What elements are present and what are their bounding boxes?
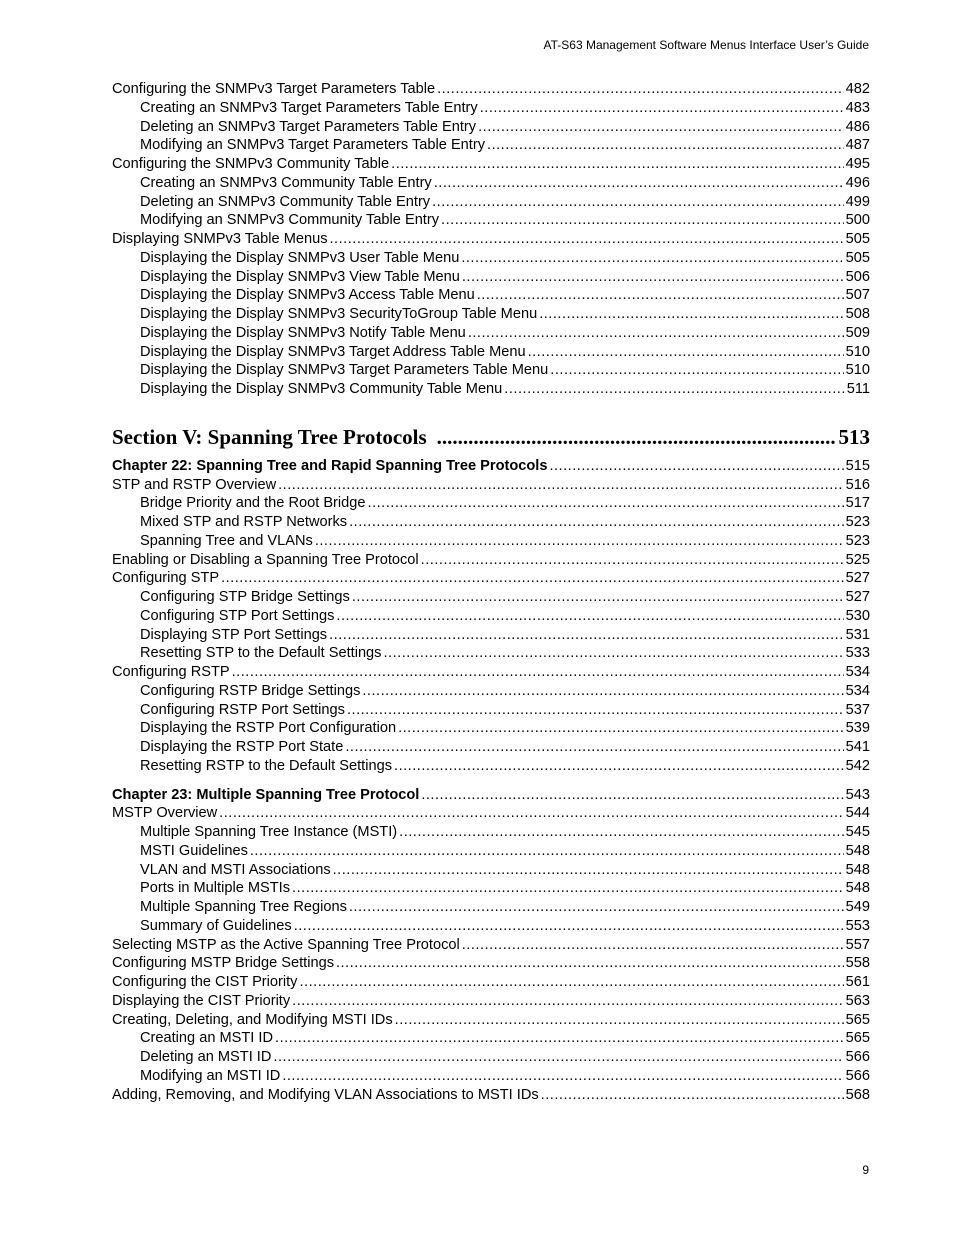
table-of-contents [112, 80, 870, 1104]
toc-entry-page: 566 [845, 1067, 870, 1084]
toc-dot-leader [345, 738, 843, 757]
toc-entry[interactable] [112, 1011, 870, 1030]
toc-dot-leader [275, 1029, 844, 1048]
toc-entry-title: Ports in Multiple MSTIs [140, 880, 291, 897]
toc-dot-leader [550, 361, 843, 380]
toc-entry[interactable] [112, 324, 870, 343]
toc-entry-title: Summary of Guidelines [140, 917, 292, 934]
toc-entry[interactable] [112, 607, 870, 626]
toc-dot-leader [278, 476, 844, 495]
toc-section-title: Section V: Spanning Tree Protocols [112, 424, 427, 449]
toc-entry[interactable] [112, 569, 870, 588]
toc-entry[interactable] [112, 719, 870, 738]
running-header: AT-S63 Management Software Menus Interface User’s Guide [543, 38, 869, 52]
toc-dot-leader [549, 457, 843, 476]
toc-entry[interactable] [112, 823, 870, 842]
toc-entry[interactable] [112, 249, 870, 268]
toc-entry[interactable] [112, 268, 870, 287]
toc-dot-leader [336, 954, 844, 973]
toc-entry-page: 482 [845, 81, 870, 97]
toc-entry-page: 553 [845, 917, 870, 934]
toc-entry-title: Configuring the SNMPv3 Target Parameters Table [112, 81, 436, 97]
toc-dot-leader [528, 343, 844, 362]
toc-entry[interactable] [112, 136, 870, 155]
toc-entry[interactable] [112, 917, 870, 936]
toc-entry-page: 557 [845, 936, 870, 953]
toc-entry-page: 516 [845, 476, 870, 493]
toc-entry[interactable] [112, 193, 870, 212]
toc-entry[interactable] [112, 879, 870, 898]
toc-entry[interactable] [112, 532, 870, 551]
toc-entry-title: Displaying STP Port Settings [140, 626, 328, 643]
toc-dot-leader [294, 917, 844, 936]
toc-dot-leader [315, 532, 844, 551]
toc-entry-title: Enabling or Disabling a Spanning Tree Protocol [112, 551, 419, 568]
toc-dot-leader [437, 419, 835, 455]
toc-entry-page: 530 [845, 607, 870, 624]
toc-entry-page: 563 [845, 992, 870, 1009]
toc-entry-title: Configuring STP Port Settings [140, 607, 335, 624]
toc-entry-title: Displaying the Display SNMPv3 View Table Menu [140, 268, 460, 285]
toc-entry-page: 534 [845, 664, 870, 680]
toc-dot-leader [368, 494, 844, 513]
toc-entry-title: Deleting an SNMPv3 Target Parameters Table Entry [140, 118, 477, 135]
toc-dot-leader [292, 879, 844, 898]
toc-entry-title: Resetting RSTP to the Default Settings [140, 757, 393, 774]
toc-entry-page: 527 [845, 570, 870, 587]
toc-dot-leader [421, 786, 843, 805]
page-number: 9 [862, 1163, 869, 1177]
toc-dot-leader [541, 1086, 844, 1105]
toc-entry-title: Spanning Tree and VLANs [140, 532, 313, 549]
toc-entry[interactable] [112, 701, 870, 720]
toc-entry[interactable] [112, 551, 870, 570]
toc-dot-leader [394, 757, 844, 776]
toc-entry-title: Creating an MSTI ID [140, 1030, 274, 1047]
toc-entry-page: 539 [845, 720, 870, 737]
toc-entry-page: 565 [845, 1011, 870, 1028]
toc-entry-title: Displaying the RSTP Port Configuration [140, 720, 397, 737]
toc-dot-leader [273, 1048, 843, 1067]
toc-dot-leader [391, 155, 844, 174]
toc-entry[interactable] [112, 1086, 870, 1105]
toc-entry-page: 561 [845, 974, 870, 990]
toc-entry[interactable] [112, 286, 870, 305]
toc-entry[interactable] [112, 513, 870, 532]
toc-entry-page: 515 [845, 457, 870, 474]
toc-entry[interactable] [112, 361, 870, 380]
toc-entry-title: Configuring RSTP Port Settings [140, 701, 345, 718]
toc-dot-leader [347, 701, 844, 720]
toc-entry-title: Creating, Deleting, and Modifying MSTI IDs [112, 1011, 393, 1028]
toc-entry[interactable] [112, 1048, 870, 1067]
toc-entry[interactable] [112, 230, 870, 249]
toc-entry-page: 505 [845, 231, 870, 247]
toc-entry-title: Configuring RSTP Bridge Settings [140, 682, 361, 699]
toc-entry[interactable] [112, 954, 870, 973]
toc-entry-page: 537 [845, 701, 870, 718]
toc-dot-leader [478, 118, 844, 137]
toc-entry-title: Configuring the SNMPv3 Community Table [112, 156, 390, 172]
toc-entry[interactable] [112, 1067, 870, 1086]
toc-dot-leader [434, 174, 844, 193]
toc-entry[interactable] [112, 973, 870, 992]
toc-entry-page: 527 [845, 589, 870, 605]
toc-chapter-entry[interactable] [112, 786, 870, 805]
toc-entry[interactable] [112, 588, 870, 607]
toc-entry[interactable] [112, 804, 870, 823]
toc-entry-title: Creating an SNMPv3 Target Parameters Table Entry [140, 99, 478, 116]
toc-entry-title: Configuring STP [112, 570, 220, 587]
toc-entry-page: 566 [845, 1049, 870, 1065]
toc-entry-page: 543 [845, 786, 870, 803]
toc-entry[interactable] [112, 626, 870, 645]
toc-entry[interactable] [112, 99, 870, 118]
toc-dot-leader [504, 380, 844, 399]
toc-entry-page: 495 [845, 156, 870, 172]
toc-entry-title: Bridge Priority and the Root Bridge [140, 495, 366, 512]
toc-entry-title: STP and RSTP Overview [112, 476, 277, 493]
toc-entry-page: 531 [845, 626, 870, 643]
toc-entry-page: 483 [845, 99, 870, 116]
toc-entry[interactable] [112, 842, 870, 861]
toc-entry-title: VLAN and MSTI Associations [140, 861, 331, 878]
toc-entry-page: 510 [845, 362, 870, 379]
toc-dot-leader [441, 211, 844, 230]
toc-entry-title: Multiple Spanning Tree Regions [140, 899, 347, 915]
toc-dot-leader [432, 193, 844, 212]
toc-entry-page: 525 [845, 551, 870, 568]
toc-entry-page: 541 [845, 739, 870, 755]
toc-entry[interactable] [112, 1029, 870, 1048]
toc-dot-leader [383, 644, 843, 663]
toc-dot-leader [362, 682, 843, 701]
toc-entry-page: 545 [845, 824, 870, 840]
toc-entry-page: 506 [845, 268, 870, 285]
toc-entry-page: 533 [845, 645, 870, 662]
toc-entry-page: 523 [845, 532, 870, 549]
toc-entry-page: 508 [845, 306, 870, 322]
toc-entry-title: Configuring the CIST Priority [112, 974, 298, 990]
toc-entry-title: Displaying the CIST Priority [112, 992, 291, 1009]
toc-entry-title: Adding, Removing, and Modifying VLAN Associations to MSTI IDs [112, 1086, 539, 1103]
toc-entry[interactable] [112, 644, 870, 663]
toc-entry-title: Displaying the Display SNMPv3 Target Parameters Table Menu [140, 362, 549, 379]
toc-entry-page: 510 [845, 343, 870, 360]
toc-entry-title: Modifying an SNMPv3 Community Table Entry [140, 212, 440, 229]
toc-entry[interactable] [112, 155, 870, 174]
toc-entry[interactable] [112, 174, 870, 193]
toc-entry-title: Deleting an SNMPv3 Community Table Entry [140, 193, 431, 210]
toc-entry[interactable] [112, 898, 870, 917]
toc-entry-title: Creating an SNMPv3 Community Table Entry [140, 174, 432, 191]
toc-entry[interactable] [112, 211, 870, 230]
toc-entry-page: 487 [845, 137, 870, 154]
toc-entry-title: Mixed STP and RSTP Networks [140, 514, 348, 530]
toc-entry-title: Modifying an SNMPv3 Target Parameters Table Entry [140, 137, 486, 154]
toc-entry[interactable] [112, 663, 870, 682]
toc-entry-title: Chapter 23: Multiple Spanning Tree Protocol [112, 786, 420, 803]
toc-entry-title: Displaying the Display SNMPv3 Target Address Table Menu [140, 343, 526, 360]
toc-entry-page: 496 [845, 174, 870, 191]
toc-entry-page: 517 [845, 495, 870, 512]
toc-entry-title: Displaying the Display SNMPv3 Access Table Menu [140, 287, 475, 304]
toc-entry-title: Configuring MSTP Bridge Settings [112, 955, 334, 972]
toc-entry-title: Selecting MSTP as the Active Spanning Tree Protocol [112, 936, 460, 953]
toc-entry-title: Displaying the RSTP Port State [140, 739, 344, 755]
toc-entry[interactable] [112, 118, 870, 137]
toc-entry-page: 499 [845, 193, 870, 210]
toc-entry-title: Displaying the Display SNMPv3 User Table Menu [140, 249, 460, 266]
toc-entry-page: 542 [845, 757, 870, 774]
toc-dot-leader [539, 305, 843, 324]
toc-entry-page: 544 [845, 805, 870, 822]
toc-entry-title: Deleting an MSTI ID [140, 1049, 272, 1065]
toc-dot-leader [352, 588, 844, 607]
toc-section-page: 513 [838, 424, 870, 449]
toc-dot-leader [462, 268, 844, 287]
toc-entry-page: 523 [845, 514, 870, 530]
toc-entry-page: 486 [845, 118, 870, 135]
toc-entry[interactable] [112, 494, 870, 513]
toc-entry[interactable] [112, 738, 870, 757]
toc-dot-leader [292, 992, 843, 1011]
toc-entry[interactable] [112, 992, 870, 1011]
toc-dot-leader [477, 286, 844, 305]
toc-entry-page: 548 [845, 842, 870, 859]
toc-entry[interactable] [112, 936, 870, 955]
toc-entry-page: 558 [845, 955, 870, 972]
toc-entry-title: Modifying an MSTI ID [140, 1067, 281, 1084]
toc-dot-leader [221, 569, 844, 588]
toc-dot-leader [336, 607, 843, 626]
toc-entry[interactable] [112, 861, 870, 880]
toc-entry-page: 565 [845, 1030, 870, 1047]
toc-section-heading[interactable] [112, 419, 870, 455]
toc-entry[interactable] [112, 682, 870, 701]
toc-dot-leader [349, 513, 844, 532]
toc-entry-title: Resetting STP to the Default Settings [140, 645, 382, 662]
toc-entry-page: 548 [845, 861, 870, 878]
toc-dot-leader [282, 1067, 843, 1086]
toc-dot-leader [299, 973, 843, 992]
toc-dot-leader [232, 663, 844, 682]
toc-entry[interactable] [112, 80, 870, 99]
toc-entry-page: 505 [845, 249, 870, 266]
toc-entry-page: 534 [845, 682, 870, 699]
toc-entry-title: Displaying the Display SNMPv3 Community Table Menu [140, 381, 503, 397]
toc-entry[interactable] [112, 757, 870, 776]
toc-entry[interactable] [112, 305, 870, 324]
toc-entry-title: Displaying the Display SNMPv3 Notify Table Menu [140, 324, 466, 341]
toc-dot-leader [349, 898, 844, 917]
toc-entry-page: 500 [845, 212, 870, 229]
toc-dot-leader [487, 136, 844, 155]
toc-dot-leader [398, 719, 844, 738]
toc-dot-leader [333, 861, 844, 880]
toc-dot-leader [437, 80, 844, 99]
toc-dot-leader [250, 842, 844, 861]
toc-entry-page: 509 [845, 324, 870, 341]
toc-dot-leader [480, 99, 844, 118]
toc-dot-leader [468, 324, 844, 343]
toc-dot-leader [330, 230, 844, 249]
toc-entry-page: 548 [845, 880, 870, 897]
toc-entry-page: 549 [845, 899, 870, 915]
toc-entry-title: Displaying SNMPv3 Table Menus [112, 231, 328, 247]
toc-entry-page: 568 [845, 1086, 870, 1103]
toc-entry-title: Configuring RSTP [112, 664, 230, 680]
toc-entry-title: Displaying the Display SNMPv3 SecurityToGroup Table Menu [140, 306, 538, 322]
toc-entry[interactable] [112, 476, 870, 495]
toc-entry-title: MSTI Guidelines [140, 842, 248, 859]
toc-dot-leader [395, 1011, 844, 1030]
toc-dot-leader [329, 626, 844, 645]
toc-entry-page: 511 [846, 381, 870, 397]
toc-dot-leader [399, 823, 844, 842]
toc-entry-title: Multiple Spanning Tree Instance (MSTI) [140, 824, 398, 840]
toc-entry-title: Configuring STP Bridge Settings [140, 589, 350, 605]
toc-chapter-entry[interactable] [112, 457, 870, 476]
toc-entry-title: MSTP Overview [112, 805, 218, 822]
toc-dot-leader [462, 936, 844, 955]
toc-dot-leader [421, 551, 844, 570]
toc-entry[interactable] [112, 380, 870, 399]
toc-entry-page: 507 [845, 287, 870, 304]
toc-dot-leader [219, 804, 843, 823]
toc-entry[interactable] [112, 343, 870, 362]
toc-entry-title: Chapter 22: Spanning Tree and Rapid Spanning Tree Protocols [112, 457, 548, 474]
toc-dot-leader [461, 249, 843, 268]
